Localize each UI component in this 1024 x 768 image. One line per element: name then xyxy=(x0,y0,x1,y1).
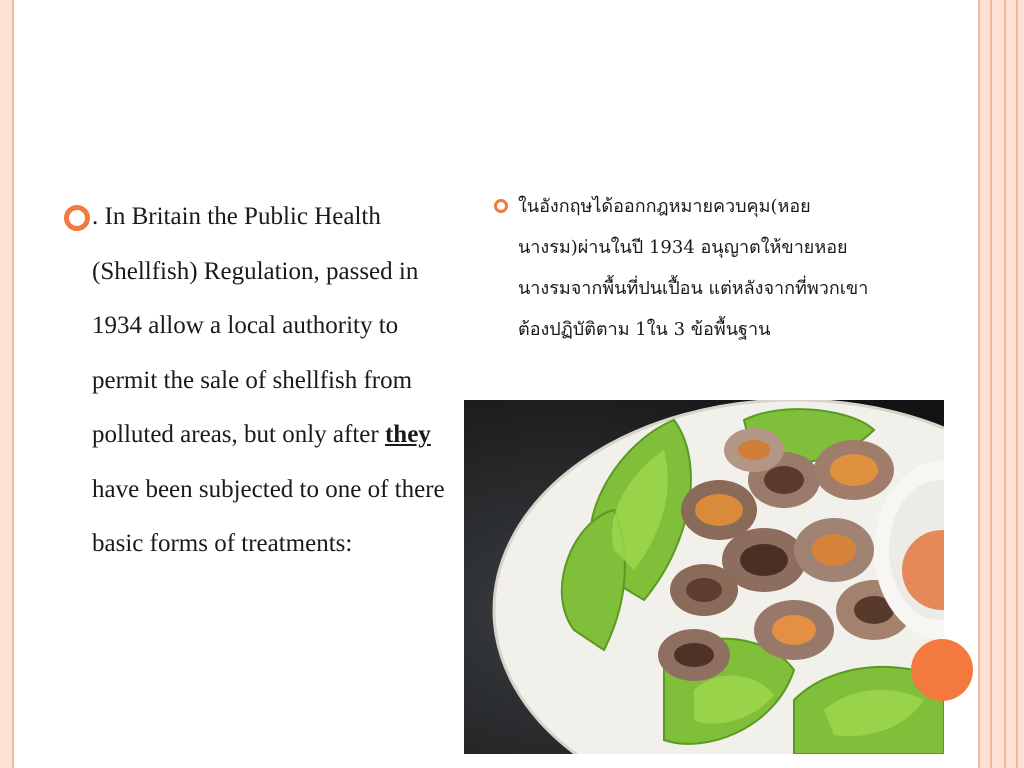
thai-text: ในอังกฤษได้ออกกฎหมายควบคุม(หอยนางรม)ผ่านในปี 1934 อนุญาตให้ขายหอยนางรมจากพื้นที่ปนเปื้อน แต่หลังจากที่พวกเขาต้องปฏิบัติตาม 1ใน 3 ข้อพื้นฐาน xyxy=(518,196,869,340)
body-text-part1: In Britain the Public Health (Shellfish) Regulation, passed in 1934 allow a local authority to permit the sale of shellfish from polluted areas, but only after xyxy=(92,203,419,448)
bullet-ring-icon xyxy=(64,205,90,231)
cockles-plate-photo xyxy=(464,400,944,754)
bullet-ring-icon xyxy=(494,199,508,213)
thai-bullet-block xyxy=(494,186,874,350)
bullet-prefix: . xyxy=(92,203,105,230)
body-text-part2: have been subjected to one of there basic forms of treatments: xyxy=(92,475,445,557)
english-bullet-block xyxy=(64,190,459,572)
right-decorative-stripes xyxy=(978,0,1024,768)
emphasis-they: they xyxy=(384,421,431,448)
decorative-orange-circle xyxy=(911,639,973,701)
bullet-item xyxy=(64,190,459,572)
left-decorative-border xyxy=(0,0,14,768)
